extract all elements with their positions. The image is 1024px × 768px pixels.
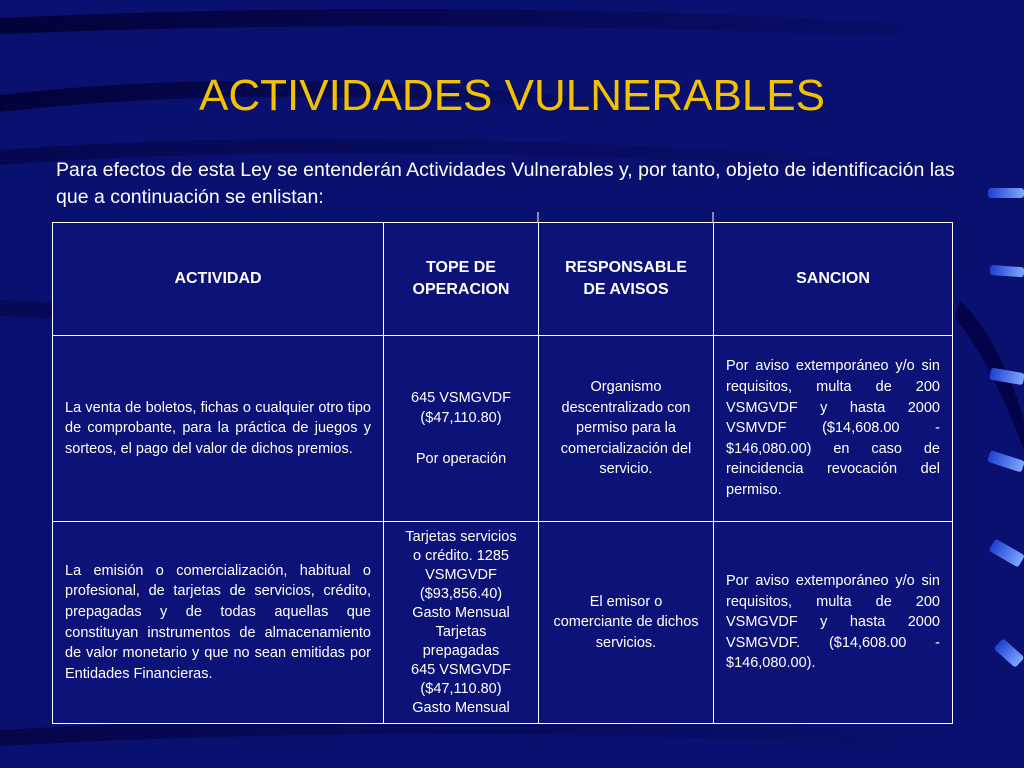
tope-line: 645 VSMGVDF: [411, 661, 511, 678]
table-row: [53, 336, 953, 522]
header-actividad: ACTIVIDAD: [53, 223, 384, 336]
activities-table: [52, 222, 953, 724]
header-tope-line: OPERACION: [412, 281, 510, 298]
cell-responsable: Organismo descentralizado con permiso para la comercialización del servicio.: [539, 336, 714, 522]
tope-line: 645 VSMGVDF: [411, 389, 511, 406]
tope-line: o crédito. 1285: [413, 547, 509, 564]
slide-title: ACTIVIDADES VULNERABLES: [199, 71, 825, 120]
tope-line: ($47,110.80): [420, 680, 502, 697]
cell-sancion: Por aviso extemporáneo y/o sin requisitos, multa de 200 VSMGVDF y hasta 2000 VSMVDF ($14,608.00 - $146,080.00) en caso de reincidencia revocación del permiso.: [714, 336, 953, 522]
header-tope-line: TOPE DE: [426, 259, 496, 276]
cell-tope: [384, 522, 539, 724]
tope-line: Tarjetas servicios: [405, 528, 517, 545]
tope-line: Por operación: [415, 450, 507, 467]
tope-line: prepagadas: [422, 642, 500, 659]
table-header-row: [53, 223, 953, 336]
header-responsable-line: RESPONSABLE: [565, 259, 687, 276]
cell-tope: [384, 336, 539, 522]
cell-responsable: El emisor o comerciante de dichos servicios.: [539, 522, 714, 724]
cell-actividad: La emisión o comercialización, habitual o profesional, de tarjetas de servicios, crédito, prepagadas y de todas aquellas que constituyan instrumentos de almacenamiento de valor monetario y que no sean emitidas por Entidades Financieras.: [53, 522, 384, 724]
tope-line: VSMGVDF: [425, 566, 497, 583]
tope-line: ($47,110.80): [420, 410, 502, 427]
tope-line: Gasto Mensual: [412, 699, 510, 716]
tope-line: ($93,856.40): [419, 585, 503, 602]
cell-sancion: Por aviso extemporáneo y/o sin requisitos, multa de 200 VSMGVDF y hasta 2000 VSMGVDF. ($14,608.00 - $146,080.00).: [714, 522, 953, 724]
cell-actividad: La venta de boletos, fichas o cualquier otro tipo de comprobante, para la práctica de juegos y sorteos, el pago del valor de dichos premios.: [53, 336, 384, 522]
tope-line: Tarjetas: [435, 623, 487, 640]
table-row: [53, 522, 953, 724]
header-tope: [384, 223, 539, 336]
header-sancion: SANCION: [714, 223, 953, 336]
header-responsable: [539, 223, 714, 336]
header-responsable-line: DE AVISOS: [583, 281, 669, 298]
intro-paragraph: Para efectos de esta Ley se entenderán Actividades Vulnerables y, por tanto, objeto de identificación las que a continuación se enlistan:: [56, 159, 955, 208]
tope-line: Gasto Mensual: [412, 604, 510, 621]
